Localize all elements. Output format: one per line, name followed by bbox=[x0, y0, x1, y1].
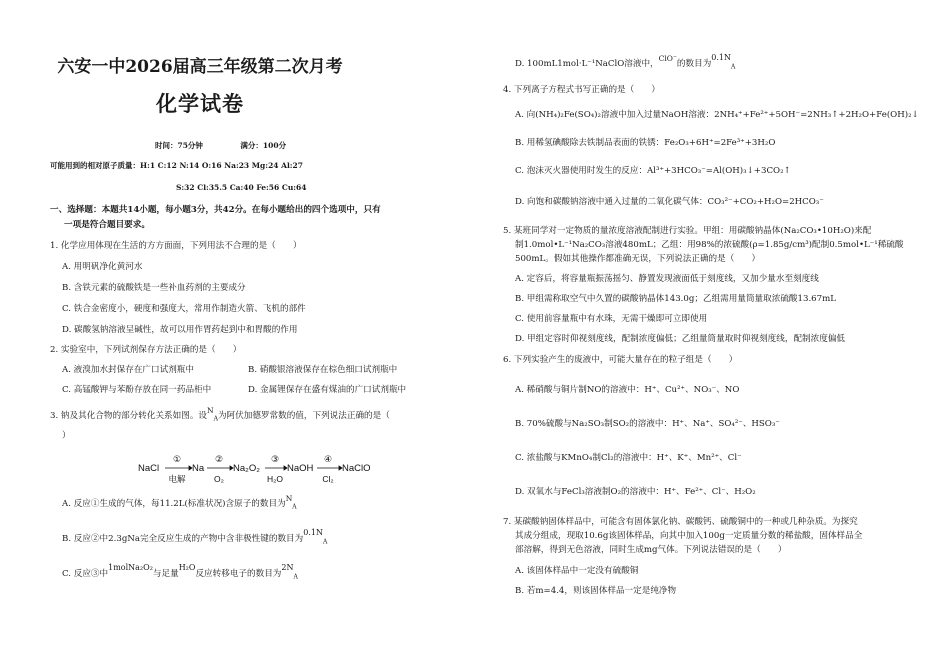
q3-option-c-text-2: 与足量 bbox=[152, 569, 179, 579]
exam-title: 六安一中2026届高三年级第二次月考 bbox=[57, 57, 343, 77]
q3-option-c-value: 2N bbox=[281, 563, 294, 572]
q5-stem-line-2: 制1.0mol•L⁻¹Na₂CO₃溶液480mL；乙组：用98%的浓硫酸(ρ=1.85g/cm³)配制0.5mol•L⁻¹稀硫酸 bbox=[515, 240, 904, 250]
scheme-condition-2: O₂ bbox=[214, 474, 224, 484]
q5-stem-line-1: 5. 某班同学对一定物质的量浓度溶液配制进行实验。甲组：用碳酸钠晶体(Na₂CO₃•10H₂O)来配 bbox=[503, 226, 872, 236]
q3-option-a-value: N bbox=[285, 494, 293, 503]
atomic-mass-line-2: S:32 Cl:35.5 Ca:40 Fe:56 Cu:64 bbox=[176, 183, 307, 192]
q4-stem: 4. 下列离子方程式书写正确的是（ ） bbox=[503, 85, 661, 95]
q3-option-c-reactant: 1molNa₂O₂ bbox=[108, 563, 153, 572]
q4-option-b: B. 用稀氢碘酸除去铁制品表面的铁锈：Fe₂O₃+6H⁺=2Fe³⁺+3H₂O bbox=[515, 138, 776, 148]
scheme-species-naclo: NaClO bbox=[342, 463, 371, 474]
q3-option-d-text-1: D. 100mL1mol·L⁻¹NaClO溶液中， bbox=[515, 59, 659, 69]
q4-option-a: A. 向(NH₄)₂Fe(SO₄)₂溶液中加入过量NaOH溶液：2NH₄⁺+Fe²⁺+5OH⁻=2NH₃↑+2H₂O+Fe(OH)₂↓ bbox=[515, 110, 919, 120]
q3-stem-text: 3. 钠及其化合物的部分转化关系如图。设 bbox=[50, 411, 208, 421]
exam-subject: 化学试卷 bbox=[156, 91, 244, 116]
q5-option-a: A. 定容后，将容量瓶振荡摇匀、静置发现液面低于刻度线，又加少量水至刻度线 bbox=[515, 274, 819, 284]
q3-option-d-text-2: 的数目为 bbox=[676, 59, 712, 69]
q7-stem-line-2: 其成分组成，现取10.6g该固体样品，向其中加入100g一定质量分数的稀盐酸，固体样品全 bbox=[515, 531, 863, 541]
q2-stem: 2. 实验室中，下列试剂保存方法正确的是（ ） bbox=[50, 345, 242, 355]
q3-option-d-value: 0.1N bbox=[711, 53, 732, 62]
scheme-condition-4: Cl₂ bbox=[322, 474, 334, 484]
q3-option-b-text: B. 反应②中2.3gNa完全反应生成的产物中含非极性键的数目为 bbox=[62, 534, 304, 544]
scheme-condition-3: H₂O bbox=[266, 474, 284, 484]
q3-option-d-ion: ClO⁻ bbox=[658, 54, 677, 63]
q1-option-b: B. 含铁元素的硫酸铁是一些补血药剂的主要成分 bbox=[62, 283, 246, 293]
section-heading-2: 一项是符合题目要求。 bbox=[64, 220, 150, 230]
q1-option-d: D. 碳酸氢钠溶液呈碱性，故可以用作胃药起到中和胃酸的作用 bbox=[62, 325, 298, 335]
q6-stem: 6. 下列实验产生的废液中，可能大量存在的粒子组是（ ） bbox=[503, 355, 738, 365]
q6-option-c: C. 浓盐酸与KMnO₄制Cl₂的溶液中：H⁺、K⁺、Mn²⁺、Cl⁻ bbox=[515, 453, 742, 463]
scheme-species-na: Na bbox=[192, 463, 205, 474]
q3-option-d bbox=[515, 53, 736, 71]
time-score-line: 时间：75分钟 满分：100分 bbox=[155, 141, 287, 150]
q3-option-b-value: 0.1N bbox=[303, 528, 323, 537]
q5-stem-line-3: 500mL。假如其他操作都准确无误，下列说法正确的是（ ） bbox=[515, 254, 761, 264]
section-heading-1: 一、选择题：本题共14小题，每小题3分，共42分。在每小题给出的四个选项中，只有 bbox=[50, 205, 381, 215]
q4-option-d: D. 向饱和碳酸钠溶液中通入过量的二氧化碳气体：CO₃²⁻+CO₂+H₂O=2HCO₃⁻ bbox=[515, 197, 824, 207]
scheme-step-4: ④ bbox=[323, 455, 333, 465]
q3-option-a-sub: A bbox=[292, 503, 297, 511]
q7-stem-line-1: 7. 某碳酸钠固体样品中，可能含有固体氯化钠、碳酸钙、硫酸铜中的一种或几种杂质。为探究 bbox=[503, 517, 858, 527]
q1-stem: 1. 化学应用体现在生活的方方面面，下列用法不合理的是（ ） bbox=[50, 241, 302, 251]
scheme-condition-1: 电解 bbox=[168, 474, 186, 484]
q3-na-symbol: N bbox=[207, 406, 214, 415]
q3-option-c-sub: A bbox=[293, 573, 298, 581]
q3-option-c-water: H₂O bbox=[178, 563, 196, 572]
scheme-step-1: ① bbox=[172, 455, 182, 465]
q2-option-d: D. 金属锂保存在盛有煤油的广口试剂瓶中 bbox=[248, 385, 407, 395]
scheme-species-naoh: NaOH bbox=[287, 463, 314, 474]
scheme-species-na2o2: Na₂O₂ bbox=[233, 463, 260, 474]
atomic-mass-line-1: 可能用到的相对原子质量：H:1 C:12 N:14 O:16 Na:23 Mg:24 Al:27 bbox=[50, 161, 303, 170]
q5-option-d: D. 甲组定容时仰视刻度线，配制浓度偏低；乙组量筒量取时仰视刻度线，配制浓度偏低 bbox=[515, 334, 846, 344]
q7-stem-line-3: 部溶解，得到无色溶液，同时生成mg气体。下列说法错误的是（ ） bbox=[515, 545, 787, 555]
q3-option-b bbox=[62, 528, 328, 546]
q3-option-c-text-1: C. 反应③中 bbox=[62, 569, 109, 579]
q5-option-c: C. 使用前容量瓶中有水珠，无需干燥即可立即使用 bbox=[515, 314, 708, 324]
q2-option-b: B. 硝酸银溶液保存在棕色细口试剂瓶中 bbox=[248, 365, 398, 375]
q7-option-b: B. 若m=4.4，则该固体样品一定是纯净物 bbox=[515, 586, 677, 596]
q6-option-d: D. 双氧水与FeCl₃溶液制O₂的溶液中：H⁺、Fe²⁺、Cl⁻、H₂O₂ bbox=[515, 487, 756, 497]
sodium-conversion-scheme bbox=[135, 450, 385, 490]
q3-stem bbox=[50, 406, 390, 423]
q4-option-c: C. 泡沫灭火器使用时发生的反应：Al³⁺+3HCO₃⁻=Al(OH)₃↓+3CO₂↑ bbox=[515, 166, 791, 176]
q3-option-b-sub: A bbox=[322, 538, 328, 546]
q3-stem-paren: ） bbox=[62, 431, 71, 441]
q3-option-d-sub: A bbox=[731, 63, 736, 71]
scheme-step-3: ③ bbox=[270, 455, 280, 465]
q3-stem-tail: 为阿伏加德罗常数的值，下列说法正确的是（ bbox=[217, 411, 390, 421]
q6-option-b: B. 70%硫酸与Na₂SO₃制SO₂的溶液中：H⁺、Na⁺、SO₄²⁻、HSO₃⁻ bbox=[515, 419, 780, 429]
q3-option-c-text-3: 反应转移电子的数目为 bbox=[195, 569, 282, 579]
q3-na-sub: A bbox=[213, 415, 218, 423]
q3-option-a-text: A. 反应①生成的气体，每11.2L(标准状况)含原子的数目为 bbox=[62, 499, 286, 509]
q5-option-b: B. 甲组需称取空气中久置的碳酸钠晶体143.0g；乙组需用量筒量取浓硫酸13.67mL bbox=[515, 294, 836, 304]
q3-option-a bbox=[62, 494, 297, 511]
q1-option-c: C. 铁合金密度小，硬度和强度大，常用作制造火箭、飞机的部件 bbox=[62, 304, 306, 314]
q7-option-a: A. 该固体样品中一定没有硫酸铜 bbox=[515, 566, 639, 576]
scheme-step-2: ② bbox=[214, 455, 224, 465]
q1-option-a: A. 用明矾净化黄河水 bbox=[62, 262, 143, 272]
q3-option-c bbox=[62, 563, 298, 581]
q2-option-a: A. 液溴加水封保存在广口试剂瓶中 bbox=[62, 365, 194, 375]
q6-option-a: A. 稀硝酸与铜片制NO的溶液中：H⁺、Cu²⁺、NO₃⁻、NO bbox=[515, 385, 740, 395]
q2-option-c: C. 高锰酸钾与苯酚存放在同一药品柜中 bbox=[62, 385, 212, 395]
scheme-species-nacl: NaCl bbox=[138, 463, 160, 474]
